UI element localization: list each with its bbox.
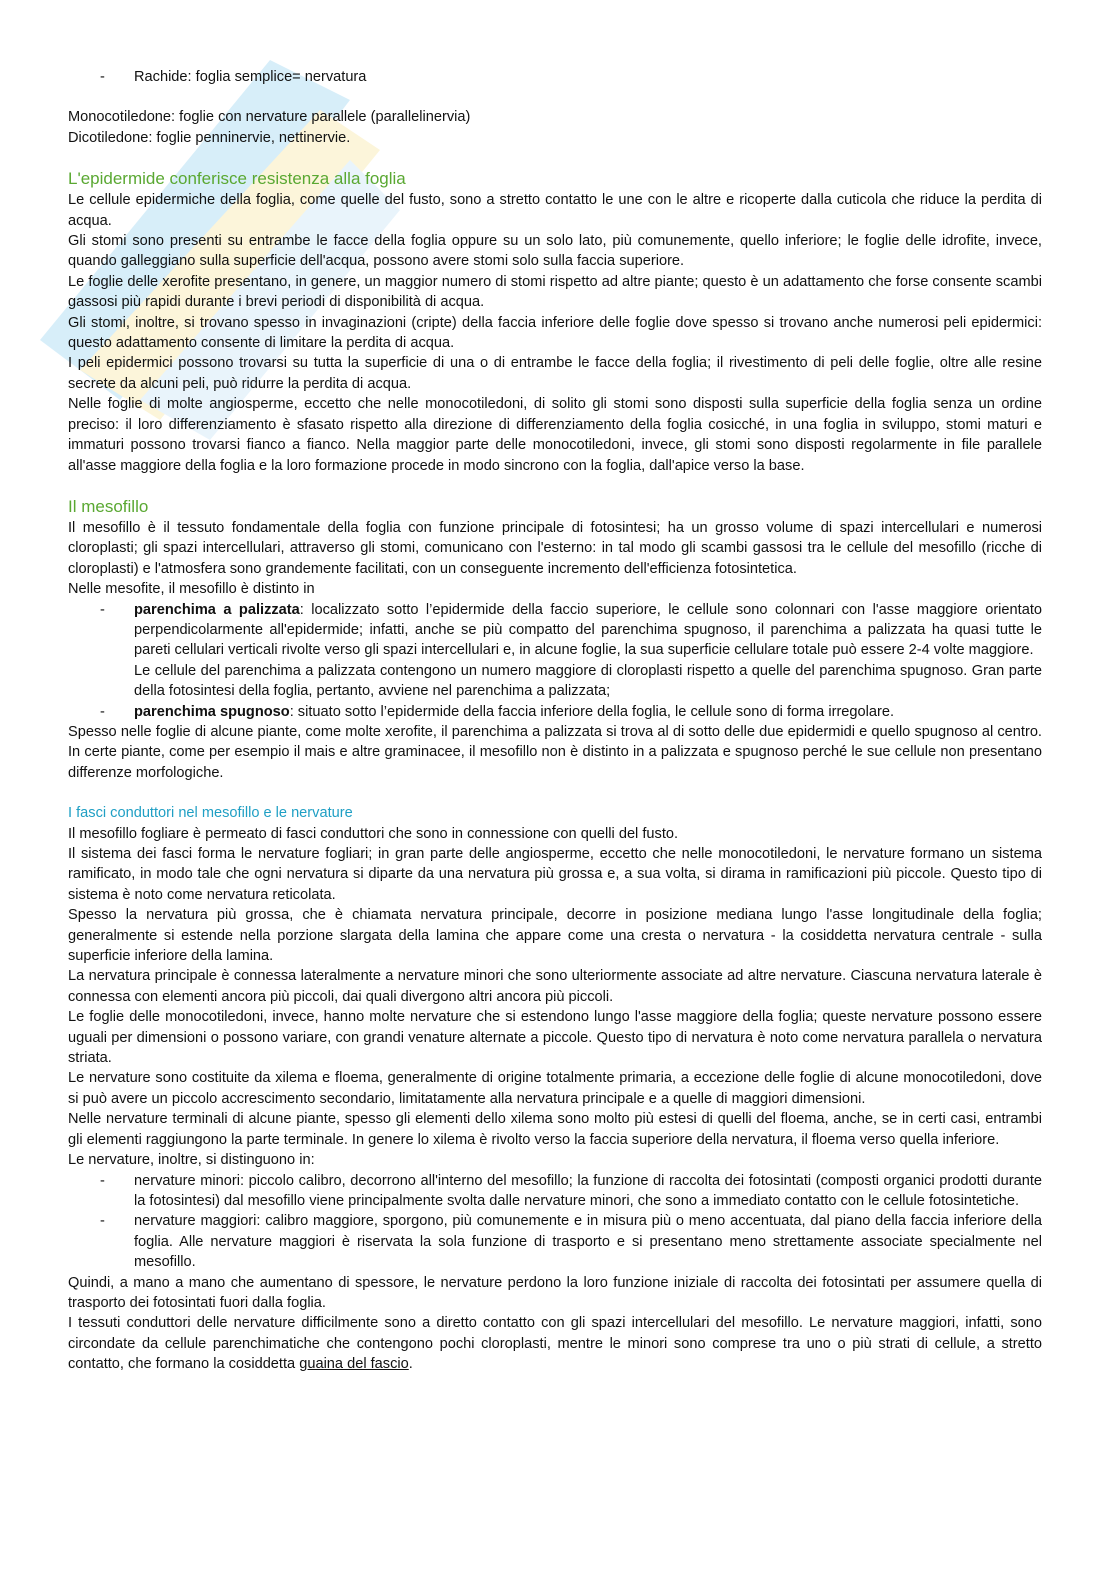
list-item: - nervature maggiori: calibro maggiore, sporgono, più comunemente e in misura più o meno accentuata, dal piano della faccia inferiore della foglia. Alle nervature maggiori è riservata la sola funzione di trasporto e si presentano meno strettamente associate specialmente nel mesofillo. — [100, 1213, 1042, 1271]
paragraph: Il mesofillo fogliare è permeato di fasci conduttori che sono in connessione con quelli del fusto. — [68, 825, 679, 842]
term-spongy: parenchima spugnoso — [134, 703, 290, 720]
paragraph: Spesso nelle foglie di alcune piante, come molte xerofite, il parenchima a palizzata si trova al di sotto delle due epidermidi e quello spugnoso al centro. In certe piante, come per esempio il mais e altre graminacee, il mesofillo non è distinto in a palizzata e spugnoso perché le sue cellule non presentano differenze morfologiche. — [68, 723, 1042, 781]
paragraph: Spesso la nervatura più grossa, che è chiamata nervatura principale, decorre in posizione mediana lungo l'asse longitudinale della foglia; generalmente si estende nella porzione slargata della lamina che appare come una cresta o nervatura - la cosiddetta nervatura centrale - sulla superficie inferiore della lamina. — [68, 907, 1042, 965]
section-title-mesophyll: Il mesofillo — [68, 496, 149, 516]
paragraph: Nelle nervature terminali di alcune piante, spesso gli elementi dello xilema sono molto più estesi di quelli del floema, anche, se in certi casi, entrambi gli elementi raggiungono la parte terminale. In genere lo xilema è rivolto verso la faccia superiore della nervatura, il floema verso quella inferiore. — [68, 1111, 1042, 1148]
list-item-palisade: - parenchima a palizzata: localizzato sotto l’epidermide della faccio superiore, le cellule sono colonnari con l'asse maggiore orientato perpendicolarmente all'epidermide; infatti, anche se più compatto del parenchima spugnoso, il parenchima a palizzata ha quasi tutte le pareti cellulari verticali rivolte verso gli spazi intercellulari e, in alcune foglie, la sua superficie cellulare totale può essere 2-4 volte maggiore. Le cellule del parenchima a palizzata contengono un numero maggiore di cloroplasti rispetto a quelle del parenchima spugnoso. Gran parte della fotosintesi della foglia, pertanto, avviene nel parenchima a palizzata; — [100, 601, 1042, 700]
paragraph: Gli stomi, inoltre, si trovano spesso in invaginazioni (cripte) della faccia inferiore delle foglie dove spesso si trovano anche numerosi peli epidermici: questo adattamento consente di limitare la perdita di acqua. — [68, 314, 1042, 352]
veins-list — [68, 1171, 1042, 1273]
paragraph: Nelle foglie di molte angiosperme, eccetto che nelle monocotiledoni, di solito gli stomi sono disposti sulla superficie della foglia senza un ordine preciso: il loro differenziamento è sfasato rispetto alla direzione di differenziamento della foglia cosicché, in una foglia in sviluppo, stomi maturi e immaturi possono trovarsi fianco a fianco. Nella maggior parte delle monocotiledoni, invece, gli stomi sono disposti regolarmente in file parallele all'asse maggiore della foglia e la loro formazione procede in modo sincrono con la foglia, dall'apice verso la base. — [68, 396, 1042, 474]
paragraph: I peli epidermici possono trovarsi su tutta la superficie di una o di entrambe le facce della foglia; il rivestimento di peli delle foglie, oltre alle resine secrete da alcuni peli, può ridurre la perdita di acqua. — [68, 355, 1042, 392]
paragraph: Nelle mesofite, il mesofillo è distinto in — [68, 581, 315, 598]
list-item: - Rachide: foglia semplice= nervatura — [100, 69, 367, 85]
list-item: - nervature minori: piccolo calibro, decorrono all'interno del mesofillo; la funzione di raccolta dei fotosintati (composti organici prodotti durante la fotosintesi) dal mesofillo viene principalmente svolta dalle nervature minori, che sono a immediato contatto con le cellule fotosintetiche. — [100, 1172, 1042, 1209]
paragraph: Le cellule epidermiche della foglia, come quelle del fusto, sono a stretto contatto le une con le altre e ricoperte dalla cuticola che riduce la perdita di acqua. — [68, 192, 1042, 229]
paragraph-last: I tessuti conduttori delle nervature difficilmente sono a diretto contatto con gli spazi intercellulari del mesofillo. Le nervature maggiori, infatti, sono circondate da cellule parenchimatiche che contengono pochi cloroplasti, mentre le minori sono comprese tra uno o più strati di cellule, a stretto contatto, che formano la cosiddetta guaina del fascio. — [68, 1315, 1042, 1373]
section-title-epidermis: L'epidermide conferisce resistenza alla foglia — [68, 169, 406, 189]
paragraph: Il mesofillo è il tessuto fondamentale della foglia con funzione principale di fotosintesi; ha un grosso volume di spazi intercellulari e numerosi cloroplasti; gli spazi intercellulari, attraverso gli stomi, comunicano con l'esterno: in tal modo gli scambi gassosi tra le cellule del mesofillo (ricche di cloroplasti) e l'atmosfera sono grandemente facilitati, con un conseguente incremento dell'efficienza fotosintetica. — [68, 519, 1042, 577]
paragraph: Quindi, a mano a mano che aumentano di spessore, le nervature perdono la loro funzione iniziale di raccolta dei fotosintati per assumere quella di trasporto dei fotosintati fuori dalla foglia. — [68, 1274, 1042, 1311]
paragraph: Le nervature, inoltre, si distinguono in: — [68, 1152, 315, 1169]
term-palisade: parenchima a palizzata — [134, 601, 300, 618]
dicot-line: Dicotiledone: foglie penninervie, nettinervie. — [68, 129, 351, 146]
paragraph: Il sistema dei fasci forma le nervature fogliari; in gran parte delle angiosperme, eccetto che nelle monocotiledoni, le nervature formano un sistema ramificato, in modo tale che ogni nervatura si diparte da una nervatura più grossa e, a sua volta, si dirama in ramificazioni più piccole. Questo tipo di sistema è noto come nervatura reticolata. — [68, 846, 1042, 903]
document-page — [68, 67, 1042, 1375]
list-item-spongy: - parenchima spugnoso: situato sotto l’epidermide della faccia inferiore della foglia, le cellule sono di forma irregolare. — [100, 703, 895, 720]
intro-list — [68, 67, 1042, 87]
guaina-link[interactable]: guaina del fascio — [299, 1356, 409, 1373]
paragraph: Le foglie delle monocotiledoni, invece, hanno molte nervature che si estendono lungo l'asse maggiore della foglia; queste nervature possono essere uguali per dimensioni o possono variare, con grandi venature alternate a piccole. Questo tipo di nervatura è noto come nervatura parallela o nervatura striata. — [68, 1009, 1042, 1067]
section-title-bundles: I fasci conduttori nel mesofillo e le nervature — [68, 805, 353, 822]
monocot-line: Monocotiledone: foglie con nervature parallele (parallelinervia) — [68, 109, 471, 126]
paragraph: Le foglie delle xerofite presentano, in genere, un maggior numero di stomi rispetto ad altre piante; questo è un adattamento che forse consente scambi gassosi più rapidi durante i brevi periodi di disponibilità di acqua. — [68, 273, 1042, 311]
paragraph: La nervatura principale è connessa lateralmente a nervature minori che sono ulteriormente associate ad altre nervature. Ciascuna nervatura laterale è connessa con elementi ancora più piccoli, dai quali divergono altri ancora più piccoli. — [68, 968, 1042, 1005]
paragraph: Le nervature sono costituite da xilema e floema, generalmente di origine totalmente primaria, a eccezione delle foglie di alcune monocotiledoni, dove si può avere un piccolo accrescimento secondario, limitatamente alla nervatura principale e a quelle di maggiori dimensioni. — [68, 1070, 1042, 1107]
mesophyll-list — [68, 600, 1042, 722]
paragraph: Gli stomi sono presenti su entrambe le facce della foglia oppure su un solo lato, più comunemente, quello inferiore; le foglie delle idrofite, invece, quando galleggiano sulla superficie dell'acqua, possono avere stomi solo sulla faccia superiore. — [68, 233, 1042, 270]
